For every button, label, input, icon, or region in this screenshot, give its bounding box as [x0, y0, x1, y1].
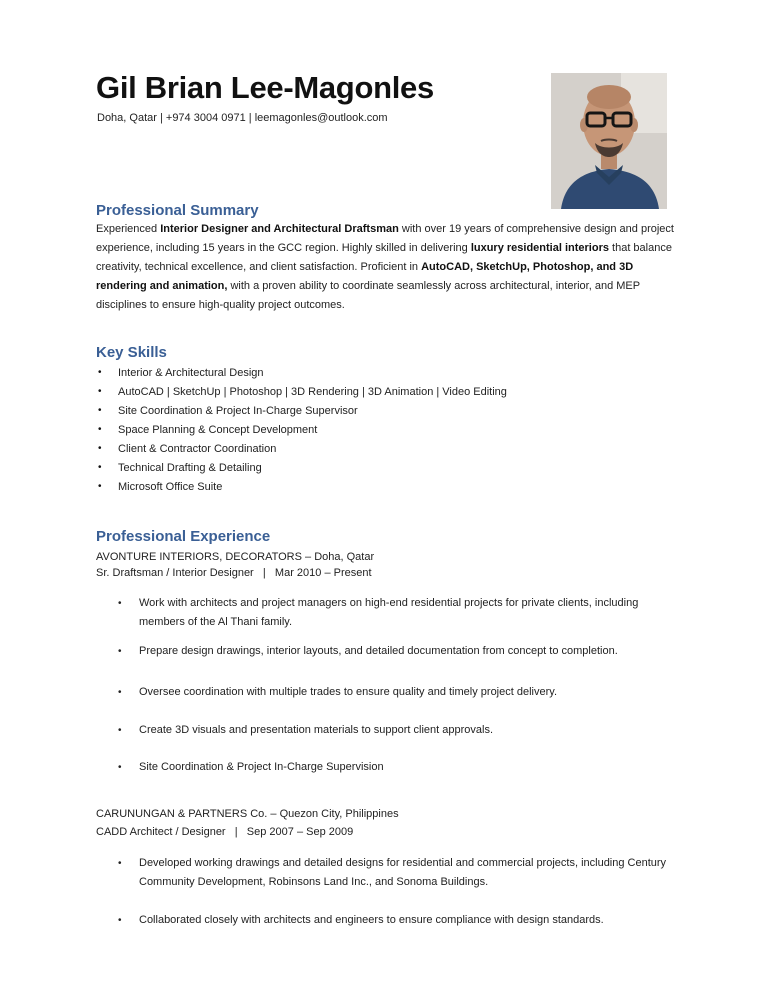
job-duty-item: • Oversee coordination with multiple trades to ensure quality and timely project delivery. — [118, 686, 557, 698]
skill-item: • Microsoft Office Suite — [98, 481, 223, 493]
profile-photo — [551, 73, 667, 209]
skill-item: • Site Coordination & Project In-Charge Supervisor — [98, 405, 358, 417]
skills-heading: Key Skills — [96, 344, 167, 361]
summary-heading: Professional Summary — [96, 202, 259, 219]
summary-paragraph: Experienced Interior Designer and Architectural Draftsman with over 19 years of comprehensive design and project experience, including 15 years in the GCC region. Highly skilled in delivering luxury residential interiors that balance creativity, technical excellence, and client satisfaction. Proficient in AutoCAD, SketchUp, Photoshop, and 3D rendering and animation, with a proven ability to coordinate seamlessly across architectural, interior, and MEP disciplines to ensure high-quality project outcomes. — [96, 223, 674, 311]
skill-item: • Technical Drafting & Detailing — [98, 462, 262, 474]
job-duty-item: • Create 3D visuals and presentation materials to support client approvals. — [118, 724, 494, 736]
profile-photo-illustration — [551, 73, 667, 209]
experience-heading: Professional Experience — [96, 528, 271, 545]
job-role: CADD Architect / Designer | Sep 2007 – Sep 2009 — [96, 826, 354, 838]
job-company: AVONTURE INTERIORS, DECORATORS – Doha, Qatar — [96, 551, 375, 563]
job-company: CARUNUNGAN & PARTNERS Co. – Quezon City, Philippines — [96, 808, 399, 820]
skills-list — [96, 367, 676, 500]
job-role: Sr. Draftsman / Interior Designer | Mar 2010 – Present — [96, 567, 372, 579]
job-duty-item: • Prepare design drawings, interior layouts, and detailed documentation from concept to completion. — [118, 645, 618, 657]
skill-item: • Space Planning & Concept Development — [98, 424, 318, 436]
job-duty-item: • Work with architects and project managers on high-end residential projects for private clients, including members of the Al Thani family. — [118, 597, 639, 628]
skill-item: • Interior & Architectural Design — [98, 367, 264, 379]
job-duty-item: • Collaborated closely with architects and engineers to ensure compliance with design standards. — [118, 914, 604, 926]
candidate-name: Gil Brian Lee-Magonles — [96, 70, 434, 105]
job-duty-item: • Developed working drawings and detailed designs for residential and commercial projects, including Century Community Development, Robinsons Land Inc., and Sonoma Buildings. — [118, 857, 667, 888]
skill-item: • AutoCAD | SketchUp | Photoshop | 3D Rendering | 3D Animation | Video Editing — [98, 386, 507, 398]
skill-item: • Client & Contractor Coordination — [98, 443, 277, 455]
job-duty-item: • Site Coordination & Project In-Charge Supervision — [118, 761, 384, 773]
contact-line: Doha, Qatar | +974 3004 0971 | leemagonles@outlook.com — [97, 112, 388, 124]
